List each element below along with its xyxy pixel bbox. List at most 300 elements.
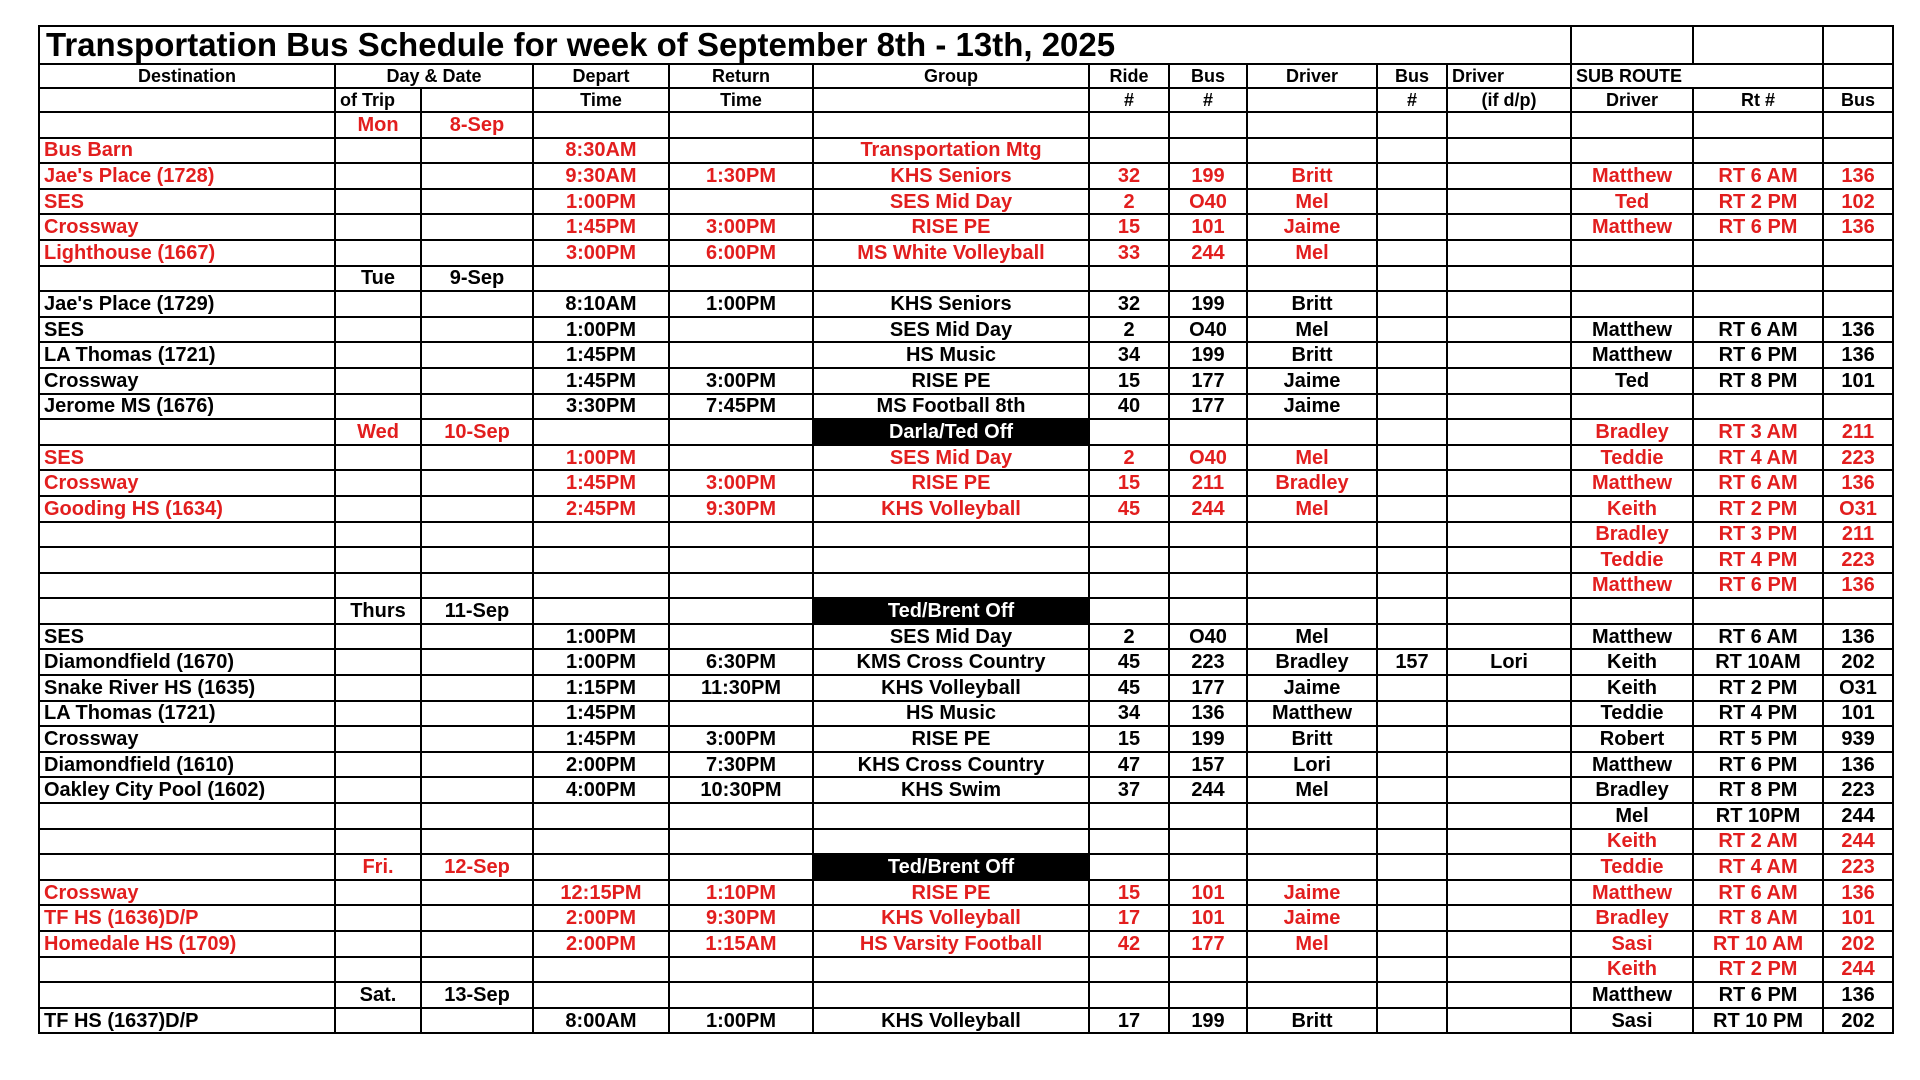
bus-cell: O40 (1169, 445, 1247, 471)
sub-route-cell: RT 6 AM (1693, 624, 1823, 650)
sub-driver-cell: Teddie (1571, 701, 1693, 727)
sub-route-cell: RT 4 AM (1693, 854, 1823, 880)
date-cell (421, 675, 533, 701)
destination-cell (39, 419, 335, 445)
driver-cell: Jaime (1247, 394, 1377, 420)
depart-cell: 1:45PM (533, 701, 669, 727)
table-row (39, 777, 1893, 803)
driver-cell: Mel (1247, 317, 1377, 343)
dp-bus-cell (1377, 496, 1447, 522)
ride-cell (1089, 598, 1169, 624)
dp-driver-cell (1447, 777, 1571, 803)
date-cell (421, 138, 533, 164)
day-cell (335, 701, 421, 727)
header-blank (421, 88, 533, 112)
ride-cell (1089, 112, 1169, 138)
sub-route-cell: RT 10PM (1693, 803, 1823, 829)
group-cell: SES Mid Day (813, 624, 1089, 650)
driver-cell: Jaime (1247, 368, 1377, 394)
bus-cell: 177 (1169, 931, 1247, 957)
sub-route-cell: RT 2 PM (1693, 496, 1823, 522)
day-cell (335, 1008, 421, 1034)
driver-cell: Bradley (1247, 649, 1377, 675)
dp-bus-cell (1377, 624, 1447, 650)
group-cell: HS Music (813, 342, 1089, 368)
header-bus-dp: Bus (1377, 64, 1447, 88)
driver-cell: Mel (1247, 445, 1377, 471)
group-cell: Darla/Ted Off (813, 419, 1089, 445)
date-cell (421, 522, 533, 548)
ride-cell: 34 (1089, 342, 1169, 368)
dp-bus-cell (1377, 598, 1447, 624)
header-blank (813, 88, 1089, 112)
driver-cell: Britt (1247, 342, 1377, 368)
dp-driver-cell (1447, 240, 1571, 266)
header-destination: Destination (39, 64, 335, 88)
table-row (39, 496, 1893, 522)
date-cell (421, 573, 533, 599)
ride-cell (1089, 522, 1169, 548)
dp-bus-cell (1377, 777, 1447, 803)
table-row (39, 547, 1893, 573)
dp-bus-cell (1377, 317, 1447, 343)
header-sub-driver: Driver (1571, 88, 1693, 112)
ride-cell (1089, 573, 1169, 599)
date-cell (421, 777, 533, 803)
ride-cell: 2 (1089, 624, 1169, 650)
dp-bus-cell (1377, 419, 1447, 445)
bus-cell (1169, 573, 1247, 599)
dp-driver-cell (1447, 189, 1571, 215)
sub-route-cell: RT 2 AM (1693, 829, 1823, 855)
return-cell (669, 829, 813, 855)
day-cell (335, 573, 421, 599)
driver-cell: Britt (1247, 291, 1377, 317)
bus-cell: 199 (1169, 291, 1247, 317)
sub-bus-cell: 223 (1823, 547, 1893, 573)
date-cell: 12-Sep (421, 854, 533, 880)
depart-cell (533, 957, 669, 983)
dp-bus-cell (1377, 291, 1447, 317)
dp-bus-cell (1377, 394, 1447, 420)
return-cell (669, 854, 813, 880)
depart-cell: 8:00AM (533, 1008, 669, 1034)
group-cell (813, 803, 1089, 829)
dp-driver-cell (1447, 112, 1571, 138)
bus-cell: 177 (1169, 368, 1247, 394)
day-cell: Wed (335, 419, 421, 445)
depart-cell: 8:10AM (533, 291, 669, 317)
header-depart-time: Time (533, 88, 669, 112)
sub-driver-cell: Robert (1571, 726, 1693, 752)
sub-route-cell: RT 2 PM (1693, 189, 1823, 215)
sub-route-cell (1693, 394, 1823, 420)
driver-cell (1247, 982, 1377, 1008)
sub-route-cell (1693, 112, 1823, 138)
dp-bus-cell (1377, 189, 1447, 215)
destination-cell: LA Thomas (1721) (39, 342, 335, 368)
return-cell (669, 957, 813, 983)
date-cell: 10-Sep (421, 419, 533, 445)
sub-route-cell (1693, 598, 1823, 624)
group-cell: KMS Cross Country (813, 649, 1089, 675)
bus-cell (1169, 598, 1247, 624)
bus-cell: 244 (1169, 496, 1247, 522)
sub-route-cell: RT 6 PM (1693, 982, 1823, 1008)
dp-driver-cell (1447, 470, 1571, 496)
table-row (39, 905, 1893, 931)
day-cell: Tue (335, 266, 421, 292)
dp-bus-cell (1377, 1008, 1447, 1034)
date-cell (421, 726, 533, 752)
sub-route-cell: RT 8 AM (1693, 905, 1823, 931)
dp-driver-cell: Lori (1447, 649, 1571, 675)
destination-cell (39, 598, 335, 624)
day-cell (335, 394, 421, 420)
dp-driver-cell (1447, 982, 1571, 1008)
sub-driver-cell: Matthew (1571, 214, 1693, 240)
sub-bus-cell: 136 (1823, 982, 1893, 1008)
day-cell (335, 803, 421, 829)
ride-cell: 45 (1089, 649, 1169, 675)
sub-route-cell: RT 4 PM (1693, 547, 1823, 573)
dp-driver-cell (1447, 573, 1571, 599)
destination-cell (39, 854, 335, 880)
group-cell: RISE PE (813, 470, 1089, 496)
dp-driver-cell (1447, 547, 1571, 573)
return-cell (669, 624, 813, 650)
destination-cell: SES (39, 317, 335, 343)
date-cell (421, 163, 533, 189)
table-row (39, 829, 1893, 855)
return-cell (669, 701, 813, 727)
driver-cell (1247, 598, 1377, 624)
driver-cell (1247, 573, 1377, 599)
group-cell: Transportation Mtg (813, 138, 1089, 164)
return-cell: 3:00PM (669, 726, 813, 752)
sub-driver-cell: Bradley (1571, 905, 1693, 931)
driver-cell (1247, 854, 1377, 880)
sub-bus-cell (1823, 291, 1893, 317)
return-cell: 6:30PM (669, 649, 813, 675)
return-cell (669, 803, 813, 829)
driver-cell: Lori (1247, 752, 1377, 778)
depart-cell: 1:00PM (533, 649, 669, 675)
table-row (39, 394, 1893, 420)
group-cell: SES Mid Day (813, 445, 1089, 471)
header-row-1 (39, 64, 1893, 88)
sub-route-cell: RT 10 PM (1693, 1008, 1823, 1034)
header-ride-num: # (1089, 88, 1169, 112)
bus-cell (1169, 522, 1247, 548)
destination-cell: TF HS (1637)D/P (39, 1008, 335, 1034)
sub-bus-cell: 244 (1823, 957, 1893, 983)
ride-cell (1089, 982, 1169, 1008)
return-cell: 3:00PM (669, 470, 813, 496)
bus-cell: 157 (1169, 752, 1247, 778)
sub-route-cell: RT 3 PM (1693, 522, 1823, 548)
dp-bus-cell (1377, 573, 1447, 599)
dp-driver-cell (1447, 854, 1571, 880)
day-cell (335, 138, 421, 164)
sub-driver-cell: Matthew (1571, 624, 1693, 650)
driver-cell (1247, 957, 1377, 983)
date-cell (421, 752, 533, 778)
return-cell (669, 189, 813, 215)
driver-cell (1247, 138, 1377, 164)
bus-cell: 199 (1169, 1008, 1247, 1034)
return-cell (669, 419, 813, 445)
dp-bus-cell (1377, 547, 1447, 573)
header-of-trip: of Trip (335, 88, 421, 112)
ride-cell (1089, 547, 1169, 573)
dp-driver-cell (1447, 931, 1571, 957)
day-cell: Thurs (335, 598, 421, 624)
ride-cell: 45 (1089, 496, 1169, 522)
table-row (39, 522, 1893, 548)
destination-cell (39, 829, 335, 855)
bus-cell: 101 (1169, 214, 1247, 240)
ride-cell: 42 (1089, 931, 1169, 957)
dp-driver-cell (1447, 598, 1571, 624)
day-cell (335, 905, 421, 931)
bus-cell: 101 (1169, 880, 1247, 906)
group-cell: RISE PE (813, 726, 1089, 752)
ride-cell: 34 (1089, 701, 1169, 727)
driver-cell: Mel (1247, 777, 1377, 803)
return-cell (669, 982, 813, 1008)
table-row (39, 291, 1893, 317)
header-return: Return (669, 64, 813, 88)
sub-bus-cell (1823, 240, 1893, 266)
date-cell: 8-Sep (421, 112, 533, 138)
table-row (39, 342, 1893, 368)
header-driver: Driver (1247, 64, 1377, 88)
date-cell: 11-Sep (421, 598, 533, 624)
depart-cell: 1:45PM (533, 342, 669, 368)
header-driver-dp: Driver (1447, 64, 1571, 88)
day-cell (335, 829, 421, 855)
schedule-body (39, 26, 1893, 1033)
dp-bus-cell (1377, 880, 1447, 906)
dp-driver-cell (1447, 1008, 1571, 1034)
sub-route-cell: RT 6 AM (1693, 163, 1823, 189)
table-row (39, 1008, 1893, 1034)
driver-cell (1247, 266, 1377, 292)
sub-driver-cell: Matthew (1571, 163, 1693, 189)
sub-route-cell: RT 4 PM (1693, 701, 1823, 727)
bus-cell (1169, 982, 1247, 1008)
sub-bus-cell: 101 (1823, 905, 1893, 931)
return-cell: 1:10PM (669, 880, 813, 906)
driver-cell: Mel (1247, 931, 1377, 957)
depart-cell (533, 573, 669, 599)
day-cell (335, 240, 421, 266)
sub-bus-cell: 136 (1823, 470, 1893, 496)
date-cell (421, 189, 533, 215)
destination-cell: Crossway (39, 726, 335, 752)
driver-cell: Britt (1247, 163, 1377, 189)
dp-driver-cell (1447, 675, 1571, 701)
header-sub-route: SUB ROUTE (1571, 64, 1823, 88)
depart-cell: 1:45PM (533, 726, 669, 752)
dp-bus-cell (1377, 522, 1447, 548)
destination-cell: Jae's Place (1728) (39, 163, 335, 189)
day-cell (335, 470, 421, 496)
bus-cell (1169, 419, 1247, 445)
depart-cell: 2:00PM (533, 931, 669, 957)
title-row (39, 26, 1893, 64)
sub-route-cell: RT 6 AM (1693, 317, 1823, 343)
group-cell: RISE PE (813, 368, 1089, 394)
date-cell (421, 701, 533, 727)
return-cell: 6:00PM (669, 240, 813, 266)
dp-bus-cell (1377, 112, 1447, 138)
sub-driver-cell (1571, 598, 1693, 624)
bus-cell: 136 (1169, 701, 1247, 727)
group-cell (813, 829, 1089, 855)
header-bus-num: # (1169, 88, 1247, 112)
ride-cell: 15 (1089, 368, 1169, 394)
sub-driver-cell: Bradley (1571, 522, 1693, 548)
group-cell: KHS Volleyball (813, 675, 1089, 701)
dp-driver-cell (1447, 726, 1571, 752)
sub-driver-cell: Matthew (1571, 317, 1693, 343)
day-cell (335, 317, 421, 343)
dp-bus-cell (1377, 931, 1447, 957)
group-cell: Ted/Brent Off (813, 598, 1089, 624)
destination-cell (39, 112, 335, 138)
depart-cell (533, 266, 669, 292)
sub-bus-cell: 136 (1823, 342, 1893, 368)
date-cell (421, 649, 533, 675)
destination-cell: Diamondfield (1670) (39, 649, 335, 675)
destination-cell: Homedale HS (1709) (39, 931, 335, 957)
header-rt-num: Rt # (1693, 88, 1823, 112)
sub-route-cell: RT 8 PM (1693, 777, 1823, 803)
group-cell: KHS Seniors (813, 163, 1089, 189)
dp-driver-cell (1447, 445, 1571, 471)
ride-cell: 37 (1089, 777, 1169, 803)
return-cell (669, 573, 813, 599)
group-cell: Ted/Brent Off (813, 854, 1089, 880)
ride-cell: 2 (1089, 189, 1169, 215)
depart-cell: 1:45PM (533, 368, 669, 394)
destination-cell: Crossway (39, 880, 335, 906)
header-bus: Bus (1169, 64, 1247, 88)
date-cell (421, 240, 533, 266)
bus-cell: O40 (1169, 189, 1247, 215)
depart-cell: 1:00PM (533, 189, 669, 215)
destination-cell (39, 547, 335, 573)
table-row (39, 112, 1893, 138)
return-cell (669, 138, 813, 164)
destination-cell: SES (39, 445, 335, 471)
header-row-2 (39, 88, 1893, 112)
header-bus-dp-num: # (1377, 88, 1447, 112)
header-if-dp: (if d/p) (1447, 88, 1571, 112)
day-cell: Sat. (335, 982, 421, 1008)
return-cell: 1:00PM (669, 1008, 813, 1034)
day-cell (335, 368, 421, 394)
destination-cell (39, 957, 335, 983)
sub-driver-cell: Keith (1571, 829, 1693, 855)
depart-cell (533, 112, 669, 138)
dp-driver-cell (1447, 701, 1571, 727)
dp-driver-cell (1447, 419, 1571, 445)
table-row (39, 317, 1893, 343)
ride-cell: 47 (1089, 752, 1169, 778)
depart-cell: 4:00PM (533, 777, 669, 803)
driver-cell (1247, 803, 1377, 829)
sub-driver-cell: Matthew (1571, 470, 1693, 496)
day-cell (335, 445, 421, 471)
dp-driver-cell (1447, 394, 1571, 420)
dp-bus-cell (1377, 675, 1447, 701)
sub-route-cell: RT 6 PM (1693, 573, 1823, 599)
table-row (39, 982, 1893, 1008)
ride-cell (1089, 957, 1169, 983)
bus-cell: 244 (1169, 240, 1247, 266)
day-cell (335, 342, 421, 368)
destination-cell: Diamondfield (1610) (39, 752, 335, 778)
sub-driver-cell: Ted (1571, 189, 1693, 215)
ride-cell (1089, 829, 1169, 855)
sub-bus-cell: 202 (1823, 931, 1893, 957)
sub-driver-cell: Keith (1571, 675, 1693, 701)
table-row (39, 752, 1893, 778)
sub-route-cell: RT 10AM (1693, 649, 1823, 675)
ride-cell: 17 (1089, 1008, 1169, 1034)
sub-bus-cell: 101 (1823, 368, 1893, 394)
dp-bus-cell (1377, 138, 1447, 164)
sub-bus-cell: 136 (1823, 880, 1893, 906)
date-cell (421, 1008, 533, 1034)
dp-bus-cell: 157 (1377, 649, 1447, 675)
sub-bus-cell: 211 (1823, 419, 1893, 445)
ride-cell: 15 (1089, 880, 1169, 906)
table-row (39, 240, 1893, 266)
sub-bus-cell: 101 (1823, 701, 1893, 727)
day-cell (335, 624, 421, 650)
depart-cell (533, 522, 669, 548)
sub-driver-cell: Matthew (1571, 880, 1693, 906)
return-cell (669, 342, 813, 368)
dp-driver-cell (1447, 368, 1571, 394)
dp-bus-cell (1377, 905, 1447, 931)
group-cell: HS Music (813, 701, 1089, 727)
ride-cell: 40 (1089, 394, 1169, 420)
return-cell: 1:30PM (669, 163, 813, 189)
day-cell (335, 649, 421, 675)
sub-driver-cell: Matthew (1571, 342, 1693, 368)
sub-driver-cell: Keith (1571, 957, 1693, 983)
driver-cell: Jaime (1247, 880, 1377, 906)
header-group: Group (813, 64, 1089, 88)
destination-cell (39, 266, 335, 292)
ride-cell: 32 (1089, 291, 1169, 317)
dp-driver-cell (1447, 957, 1571, 983)
group-cell (813, 547, 1089, 573)
dp-driver-cell (1447, 342, 1571, 368)
dp-bus-cell (1377, 368, 1447, 394)
date-cell (421, 214, 533, 240)
day-cell (335, 931, 421, 957)
date-cell (421, 905, 533, 931)
date-cell (421, 394, 533, 420)
bus-cell (1169, 547, 1247, 573)
driver-cell: Mel (1247, 496, 1377, 522)
